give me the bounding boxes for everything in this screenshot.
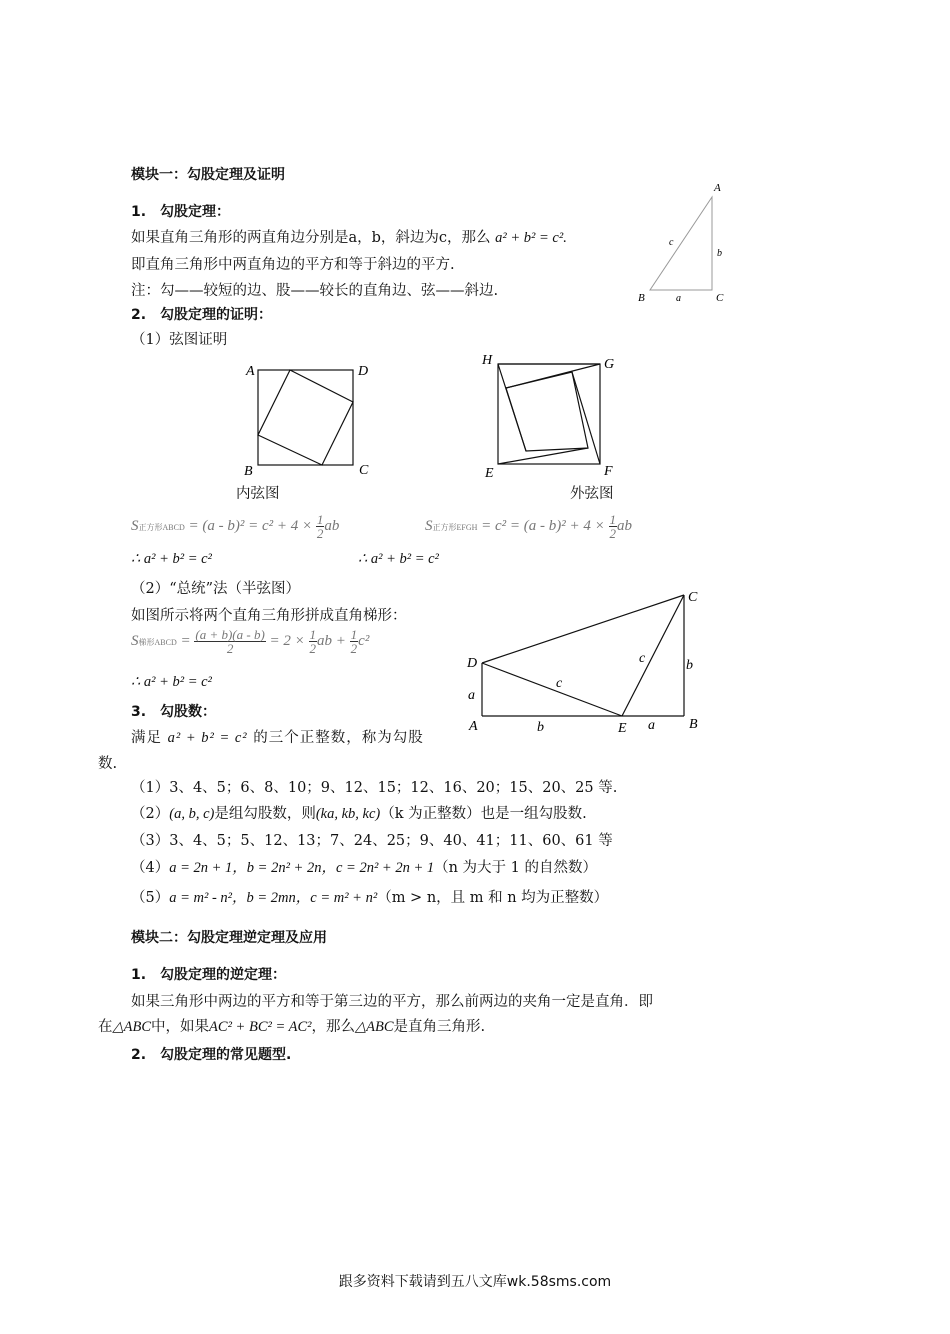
item2-formula-2: (ka, kb, kc) xyxy=(315,806,381,822)
triangle-label-b: b xyxy=(717,248,722,259)
trap-fraction-2 xyxy=(309,628,318,655)
proof-sub-2: （2）“总统”法（半弦图） xyxy=(131,581,301,597)
converse-triangle: △ABC xyxy=(112,1019,152,1035)
outer-area-fraction xyxy=(609,513,618,540)
inner-area-S: S xyxy=(131,517,139,534)
item5-tail: （m > n，且 m 和 n 均为正整数） xyxy=(377,890,609,906)
inner-area-formula xyxy=(131,513,339,540)
outer-label-G: G xyxy=(604,357,615,372)
triangle-label-a: a xyxy=(676,293,681,304)
trap-den: 2 xyxy=(226,641,234,656)
item5-formula: a = m² - n²，b = 2mn，c = m² + n² xyxy=(169,890,378,906)
converse-formula: AC² + BC² = AC² xyxy=(209,1019,312,1035)
inner-label-B: B xyxy=(244,464,253,479)
theorem-line-1 xyxy=(131,229,567,247)
outer-area-formula xyxy=(425,513,632,540)
trap-c2: c² xyxy=(358,632,370,649)
triples-item-5 xyxy=(131,889,608,907)
trap-label-A: A xyxy=(469,719,478,734)
triangle-label-B: B xyxy=(638,292,645,304)
fraction-num: 1 xyxy=(609,512,617,527)
section-heading-converse: 1. 勾股定理的逆定理： xyxy=(131,967,287,983)
fraction-den: 2 xyxy=(309,641,317,656)
inner-area-rhs: = (a - b)² = c² + 4 × xyxy=(188,517,313,534)
trap-label-B: B xyxy=(689,717,698,732)
converse-end: 是直角三角形. xyxy=(393,1019,486,1035)
therefore-outer: ∴ a² + b² = c² xyxy=(358,551,439,567)
trap-S: S xyxy=(131,632,139,649)
outer-label-F: F xyxy=(604,464,613,479)
trapezoid-diagram xyxy=(462,585,712,740)
trap-label-c-right: c xyxy=(639,651,646,666)
theorem-text: 如果直角三角形的两直角边分别是a，b，斜边为c，那么 xyxy=(131,230,491,246)
therefore-trapezoid: ∴ a² + b² = c² xyxy=(131,674,212,690)
inner-label-C: C xyxy=(359,463,369,478)
fraction-num: 1 xyxy=(350,627,358,642)
inner-chord-diagram xyxy=(240,360,375,480)
proof-sub-2-desc: 如图所示将两个直角三角形拼成直角梯形： xyxy=(131,608,407,624)
theorem-note: 注：勾——较短的边、股——较长的直角边、弦——斜边. xyxy=(131,283,499,299)
therefore-inner: ∴ a² + b² = c² xyxy=(131,551,212,567)
section-heading-triples: 3. 勾股数： xyxy=(131,704,217,720)
trap-label-b-right: b xyxy=(686,658,693,673)
triangle-label-A: A xyxy=(714,182,721,194)
inner-area-sub: 正方形ABCD xyxy=(138,522,185,532)
converse-in: 在 xyxy=(98,1019,113,1035)
triangle-label-C: C xyxy=(716,292,724,304)
item2-tail: （k 为正整数）也是一组勾股数. xyxy=(380,806,587,822)
fraction-num: 1 xyxy=(309,627,317,642)
triples-item-1: （1）3、4、5；6、8、10；9、12、15；12、16、20；15、20、25 等. xyxy=(131,780,618,796)
fraction-num: 1 xyxy=(316,512,324,527)
trap-ab: ab + xyxy=(317,632,346,649)
fraction-den: 2 xyxy=(350,641,358,656)
trapezoid-area-formula: S梯形ABCD = $\frac{(a + b)(a - b)}{2}$ = 2 × $\frac{1}{2}$ ab + $\frac{1}{2}$ c² xyxy=(131,627,370,656)
trap-label-a-bottom: a xyxy=(648,718,655,733)
outer-label-E: E xyxy=(485,466,494,481)
theorem-line-2: 即直角三角形中两直角边的平方和等于斜边的平方. xyxy=(131,257,455,273)
triples-def-end: 的三个正整数，称为勾股 xyxy=(253,730,424,746)
item2-formula-1: (a, b, c) xyxy=(169,806,215,822)
item5-num: （5） xyxy=(131,890,170,906)
triples-item-4 xyxy=(131,859,597,877)
trap-label-c-mid: c xyxy=(556,676,563,691)
footer-text: 跟多资料下载请到五八文库wk.58sms.com xyxy=(338,1274,612,1290)
trap-label-b-bottom: b xyxy=(537,720,544,735)
trap-label-D: D xyxy=(467,656,478,671)
right-triangle-diagram xyxy=(630,180,740,305)
trap-num: (a + b)(a - b) xyxy=(195,627,265,642)
proof-sub-1: （1）弦图证明 xyxy=(131,332,228,348)
item4-num: （4） xyxy=(131,860,170,876)
converse-if: 中，如果 xyxy=(151,1019,210,1035)
section-heading-proof: 2. 勾股定理的证明： xyxy=(131,307,273,323)
section-heading-common-types: 2. 勾股定理的常见题型. xyxy=(131,1047,292,1063)
fraction-den: 2 xyxy=(316,526,324,541)
trap-sub: 梯形ABCD xyxy=(138,637,177,647)
trap-label-C: C xyxy=(688,590,698,605)
outer-chord-diagram xyxy=(478,350,623,480)
outer-chord-caption: 外弦图 xyxy=(570,486,614,502)
triples-def-start: 满足 xyxy=(131,730,162,746)
converse-line-2 xyxy=(98,1018,485,1036)
fraction-den: 2 xyxy=(609,526,617,541)
theorem-formula: a² + b² = c². xyxy=(495,230,567,246)
triples-item-3: （3）3、4、5；5、12、13；7、24、25；9、40、41；11、60、61 等 xyxy=(131,833,613,849)
trap-label-a-left: a xyxy=(468,688,475,703)
item2-num: （2） xyxy=(131,806,170,822)
item2-text: 是组勾股数，则 xyxy=(214,806,316,822)
item4-tail: （n 为大于 1 的自然数） xyxy=(434,860,597,876)
outer-area-sub: 正方形EFGH xyxy=(432,522,478,532)
outer-area-rhs: = c² = (a - b)² + 4 × xyxy=(481,517,605,534)
triples-definition-cont: 数. xyxy=(98,756,118,772)
module2-title: 模块二：勾股定理逆定理及应用 xyxy=(131,930,327,946)
section-heading-theorem: 1. 勾股定理： xyxy=(131,204,231,220)
triples-def-formula: a² + b² = c² xyxy=(167,730,248,746)
trap-label-E: E xyxy=(618,721,627,736)
inner-label-A: A xyxy=(246,364,255,379)
triangle-label-c: c xyxy=(669,237,674,248)
converse-triangle-2: △ABC xyxy=(354,1019,394,1035)
module1-title: 模块一：勾股定理及证明 xyxy=(131,167,285,183)
inner-label-D: D xyxy=(358,364,369,379)
outer-area-tail: ab xyxy=(617,517,633,534)
converse-then: ，那么 xyxy=(311,1019,355,1035)
triples-definition xyxy=(131,729,424,747)
outer-label-H: H xyxy=(482,353,493,368)
converse-line-1: 如果三角形中两边的平方和等于第三边的平方，那么前两边的夹角一定是直角．即 xyxy=(131,994,653,1010)
trap-mid: = 2 × xyxy=(269,632,305,649)
outer-area-S: S xyxy=(425,517,433,534)
item4-formula: a = 2n + 1，b = 2n² + 2n，c = 2n² + 2n + 1 xyxy=(169,860,435,876)
inner-chord-caption: 内弦图 xyxy=(236,486,280,502)
inner-area-tail: ab xyxy=(324,517,340,534)
trap-fraction xyxy=(194,628,265,655)
trap-fraction-3 xyxy=(350,628,359,655)
triples-item-2 xyxy=(131,805,587,823)
